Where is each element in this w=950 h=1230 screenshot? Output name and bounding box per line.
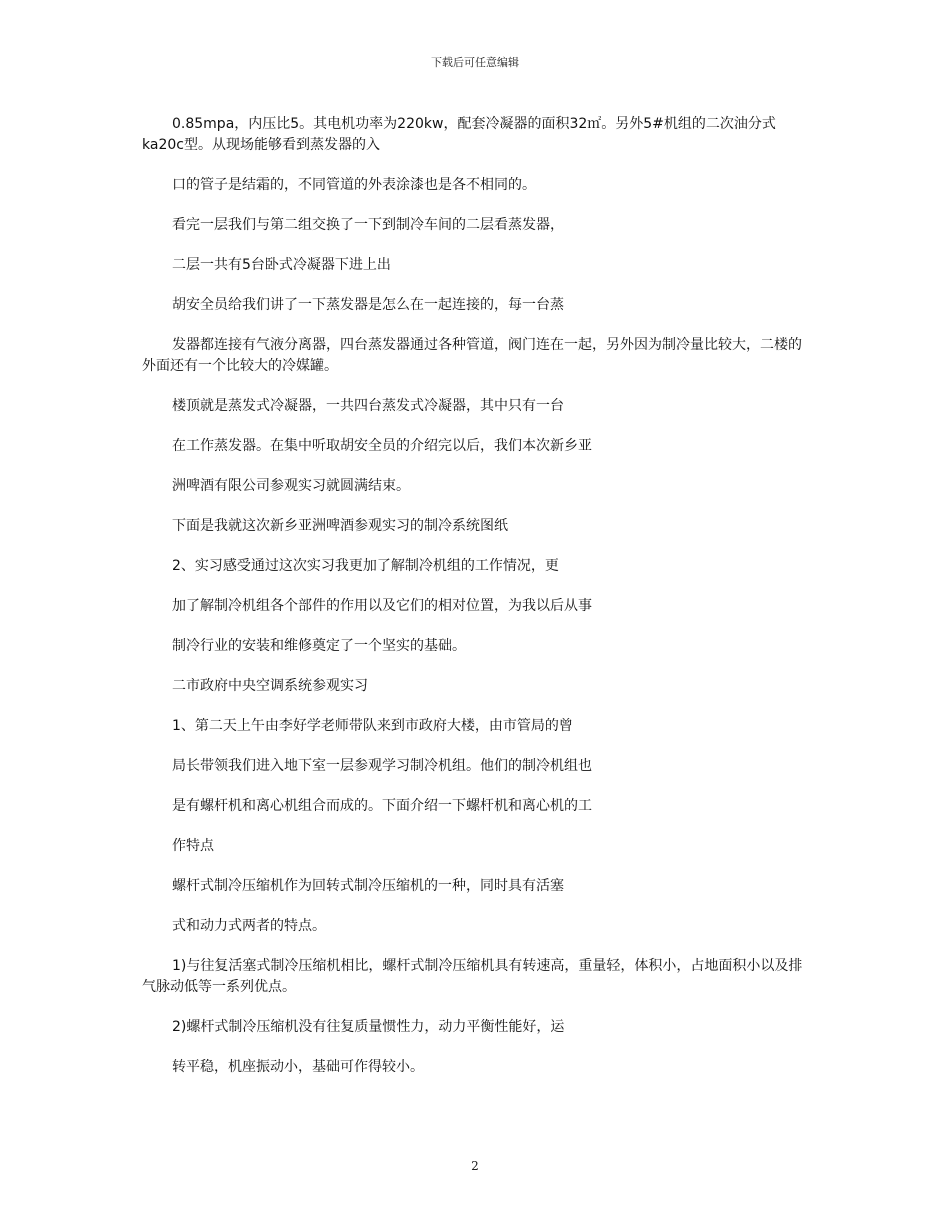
paragraph: 加了解制冷机组各个部件的作用以及它们的相对位置，为我以后从事	[172, 598, 592, 614]
page-header: 下载后可任意编辑	[431, 56, 519, 69]
paragraph: 楼顶就是蒸发式冷凝器，一共四台蒸发式冷凝器，其中只有一台	[172, 398, 564, 414]
paragraph: 发器都连接有气液分离器，四台蒸发器通过各种管道，阀门连在一起，另外因为制冷量比较大，二楼的外面还有一个比较大的冷媒罐。	[142, 337, 802, 374]
paragraph: 转平稳，机座振动小，基础可作得较小。	[172, 1059, 424, 1075]
paragraph: 在工作蒸发器。在集中听取胡安全员的介绍完以后，我们本次新乡亚	[172, 438, 592, 454]
paragraph: 制冷行业的安装和维修奠定了一个坚实的基础。	[172, 638, 466, 654]
paragraph: 2)螺杆式制冷压缩机没有往复质量惯性力，动力平衡性能好，运	[172, 1019, 565, 1035]
paragraph: 式和动力式两者的特点。	[172, 918, 326, 934]
paragraph: 看完一层我们与第二组交换了一下到制冷车间的二层看蒸发器，	[172, 217, 564, 233]
paragraph: 2、实习感受通过这次实习我更加了解制冷机组的工作情况，更	[172, 558, 559, 574]
paragraph: 二市政府中央空调系统参观实习	[172, 678, 368, 694]
page-number: 2	[471, 1159, 479, 1173]
paragraph: 局长带领我们进入地下室一层参观学习制冷机组。他们的制冷机组也	[172, 758, 592, 774]
paragraph: 0.85mpa，内压比5。其电机功率为220kw，配套冷凝器的面积32㎡。另外5#机组的二次油分式ka20c型。从现场能够看到蒸发器的入	[142, 116, 776, 153]
paragraph: 口的管子是结霜的，不同管道的外表涂漆也是各不相同的。	[172, 177, 536, 193]
document-body	[142, 114, 810, 1078]
paragraph: 洲啤酒有限公司参观实习就圆满结束。	[172, 478, 410, 494]
paragraph: 1、第二天上午由李好学老师带队来到市政府大楼，由市管局的曾	[172, 718, 573, 734]
paragraph: 二层一共有5台卧式冷凝器下进上出	[172, 257, 391, 273]
paragraph: 螺杆式制冷压缩机作为回转式制冷压缩机的一种，同时具有活塞	[172, 878, 564, 894]
paragraph: 下面是我就这次新乡亚洲啤酒参观实习的制冷系统图纸	[172, 518, 508, 534]
paragraph: 胡安全员给我们讲了一下蒸发器是怎么在一起连接的，每一台蒸	[172, 297, 564, 313]
paragraph: 作特点	[172, 838, 214, 854]
paragraph: 是有螺杆机和离心机组合而成的。下面介绍一下螺杆机和离心机的工	[172, 798, 592, 814]
paragraph: 1)与往复活塞式制冷压缩机相比，螺杆式制冷压缩机具有转速高，重量轻，体积小，占地面积小以及排气脉动低等一系列优点。	[142, 958, 803, 995]
